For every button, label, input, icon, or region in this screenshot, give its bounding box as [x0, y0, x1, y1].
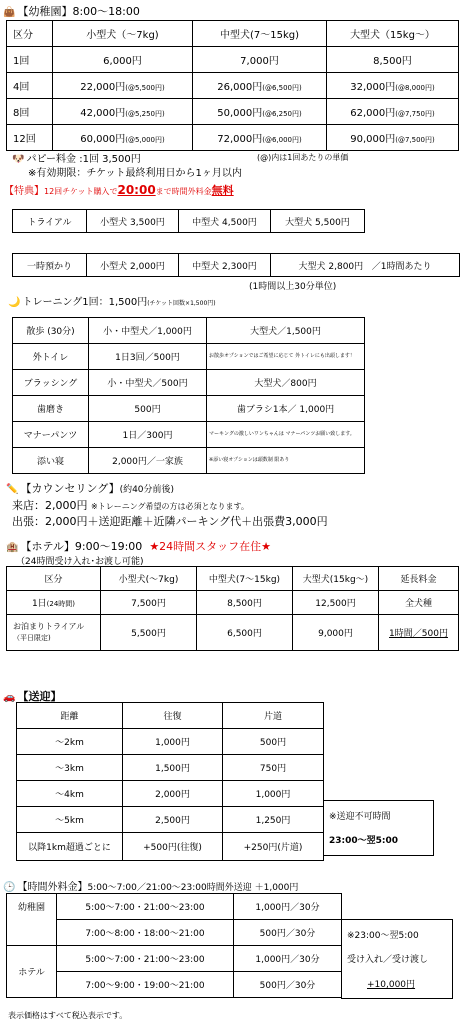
training-table [12, 317, 365, 474]
price: 22,000円 [80, 82, 126, 93]
kindergarten-title [3, 3, 140, 19]
overtime-title-text: 【時間外料金】 [17, 882, 88, 893]
transport-table [16, 702, 324, 861]
training-title-text: トレーニング1回：1,500円 [22, 297, 148, 308]
tokuten-time: 20:00 [117, 183, 156, 197]
row-label [7, 591, 101, 615]
training-item: 添い寝 [13, 448, 89, 474]
distance: ～4km [17, 781, 123, 807]
training-detail: お散歩オプションではご希望に応じて 外トイレにも出頭します！ [207, 344, 365, 370]
header-cell: 区分 [7, 21, 53, 47]
header-cell: 距離 [17, 703, 123, 729]
car-icon: 🚗 [3, 692, 16, 703]
table-row [13, 254, 460, 277]
dog-icon: 🐶 [12, 154, 25, 165]
distance: ～5km [17, 807, 123, 833]
row-label-note: （平日限定) [13, 634, 51, 642]
price-cell [53, 47, 193, 73]
table-row [13, 422, 365, 448]
table-row [13, 448, 365, 474]
price-cell: 7,500円 [101, 591, 197, 615]
round-trip: 1,000円 [123, 729, 223, 755]
unit-note: (@)内は1回あたりの単価 [257, 153, 349, 162]
overtime-price: 500円／30分 [234, 920, 342, 946]
overtime-title-rest: 5:00～7:00／21:00～23:00時間外送迎 ＋1,000円 [87, 883, 299, 893]
price-cell: 12,500円 [293, 591, 379, 615]
row-label [7, 615, 101, 651]
price-cell [327, 47, 459, 73]
training-price: 小・中型犬／500円 [89, 370, 207, 396]
tokuten-text2: まで時間外料金 [155, 187, 212, 196]
trial-label: トライアル [13, 210, 87, 233]
training-item: 散歩 (30分) [13, 318, 89, 344]
price-cell: 8,500円 [197, 591, 293, 615]
tokuten-text: 12回チケット購入で [44, 187, 118, 196]
counseling-visit-note: ※トレーニング希望の方は必須となります。 [91, 502, 249, 511]
price-cell: 6,500円 [197, 615, 293, 651]
one-way: +250円(片道) [223, 833, 324, 861]
counseling-trip: 出張：2,000円＋送迎距離＋近隣パーキング代＋出張費3,000円 [12, 515, 328, 528]
transport-unavailable: ※送迎不可時間 [329, 812, 391, 822]
counseling-duration: (約40分前後) [119, 485, 175, 495]
overtime-price: 1,000円／30分 [234, 946, 342, 972]
hotel-staff: ★24時間スタッフ在住★ [149, 540, 272, 553]
transport-title-text: 【送迎】 [17, 690, 62, 703]
row-label: 1回 [7, 47, 53, 73]
kindergarten-table [6, 20, 459, 151]
header-cell: 大型犬（15kg～） [327, 21, 459, 47]
hotel-subtitle: （24時間受け入れ･お渡し可能) [16, 557, 144, 567]
unit-price: (@6,000円) [262, 136, 302, 144]
row-label: 8回 [7, 99, 53, 125]
unit-price: (@5,000円) [125, 136, 165, 144]
temp-large-price: 大型犬 2,800円 [298, 261, 364, 272]
table-row [7, 972, 342, 998]
table-row [7, 99, 459, 125]
price-cell: 9,000円 [293, 615, 379, 651]
unit-price: (@5,250円) [125, 110, 165, 118]
table-row [13, 318, 365, 344]
counseling-visit [12, 497, 249, 513]
trial-table [12, 209, 365, 233]
overtime-time: 5:00～7:00・21:00～23:00 [57, 894, 234, 920]
hotel-title-text: 【ホテル】9:00～19:00 [20, 540, 143, 553]
table-row [17, 729, 324, 755]
price-cell [53, 73, 193, 99]
temp-small: 小型犬 2,000円 [87, 254, 179, 277]
unit-price: (@8,000円) [395, 84, 435, 92]
trial-small: 小型犬 3,500円 [87, 210, 179, 233]
round-trip: 2,000円 [123, 781, 223, 807]
training-price: 小・中型犬／1,000円 [89, 318, 207, 344]
unit-price: (@7,750円) [395, 110, 435, 118]
clock-icon: 🕒 [3, 882, 16, 893]
training-detail: 大型犬／1,500円 [207, 318, 365, 344]
row-label: 4回 [7, 73, 53, 99]
overtime-hotel-label: ホテル [7, 946, 57, 998]
table-row [13, 210, 365, 233]
pencil-icon: ✏️ [6, 484, 19, 495]
header-cell: 中型犬(7～15kg) [193, 21, 327, 47]
training-detail: ※添い寝オプションは頭数制 限あり [207, 448, 365, 474]
table-row [7, 920, 342, 946]
table-row [7, 73, 459, 99]
overtime-title [3, 878, 298, 893]
round-trip: 1,500円 [123, 755, 223, 781]
table-row [7, 615, 459, 651]
one-way: 750円 [223, 755, 324, 781]
price-cell [327, 73, 459, 99]
temp-table [12, 253, 460, 277]
price: 62,000円 [350, 108, 396, 119]
overtime-note-price: +10,000円 [367, 980, 416, 990]
overtime-note-time: ※23:00～翌5:00 [347, 931, 419, 941]
unit-price: (@7,500円) [395, 136, 435, 144]
table-row [13, 370, 365, 396]
price: 8,500円 [373, 56, 412, 67]
kindergarten-title-text: 【幼稚園】8:00～18:00 [17, 5, 140, 18]
round-trip: 2,500円 [123, 807, 223, 833]
training-detail: 歯ブラシ1本／ 1,000円 [207, 396, 365, 422]
header-cell: 区分 [7, 567, 101, 591]
table-header-row [7, 21, 459, 47]
price-cell [193, 47, 327, 73]
counseling-title-text: 【カウンセリング】 [20, 482, 120, 495]
table-row [7, 47, 459, 73]
price-cell [53, 125, 193, 151]
training-title-note: (チケット回数×1,500円) [147, 300, 216, 307]
price-cell [53, 99, 193, 125]
hotel-table [6, 566, 459, 651]
one-way: 1,000円 [223, 781, 324, 807]
header-cell: 小型犬（～7kg) [53, 21, 193, 47]
row-label: 12回 [7, 125, 53, 151]
table-row [7, 894, 342, 920]
price-cell [193, 73, 327, 99]
transport-unavailable-time: 23:00～翌5:00 [329, 836, 399, 846]
training-price: 500円 [89, 396, 207, 422]
row-label-note: (24時間) [46, 600, 76, 608]
overtime-time: 5:00～7:00・21:00～23:00 [57, 946, 234, 972]
price-cell [327, 99, 459, 125]
distance: ～3km [17, 755, 123, 781]
training-item: ブラッシング [13, 370, 89, 396]
header-cell: 片道 [223, 703, 324, 729]
tokuten-free: 無料 [211, 184, 234, 197]
table-row [17, 807, 324, 833]
header-cell: 大型犬(15kg～) [293, 567, 379, 591]
overtime-note-box [341, 919, 453, 999]
price: 42,000円 [80, 108, 126, 119]
training-title [8, 293, 216, 308]
table-row [7, 125, 459, 151]
row-label-text: 1日 [31, 599, 47, 609]
extension-rate: 1時間／500円 [379, 615, 459, 651]
moon-icon: 🌙 [8, 297, 21, 308]
price: 7,000円 [240, 56, 279, 67]
price: 90,000円 [350, 134, 396, 145]
one-way: 500円 [223, 729, 324, 755]
overtime-time: 7:00～9:00・19:00～21:00 [57, 972, 234, 998]
price: 50,000円 [217, 108, 263, 119]
temp-large [271, 254, 460, 277]
training-price: 1日3回／500円 [89, 344, 207, 370]
price-cell [327, 125, 459, 151]
row-label-text: お泊まりトライアル [13, 622, 85, 631]
puppy-price-text: パピー料金 :1回 3,500円 [26, 154, 141, 165]
training-item: 外トイレ [13, 344, 89, 370]
price-cell [193, 125, 327, 151]
table-row [17, 781, 324, 807]
temp-per-hour: ／1時間あたり [371, 261, 432, 272]
distance: 以降1km超過ごとに [17, 833, 123, 861]
distance: ～2km [17, 729, 123, 755]
training-item: 歯磨き [13, 396, 89, 422]
table-row [17, 833, 324, 861]
expiry-note: ※有効期限：チケット最終利用日から1ヶ月以内 [28, 168, 242, 179]
unit-price: (@6,500円) [262, 84, 302, 92]
training-detail: マーキングの激しいワンちゃんは マナーパンツお願い致します。 [207, 422, 365, 448]
price-cell: 5,500円 [101, 615, 197, 651]
price-cell [193, 99, 327, 125]
price: 6,000円 [103, 56, 142, 67]
header-cell: 往復 [123, 703, 223, 729]
table-row [17, 755, 324, 781]
header-cell: 延長料金 [379, 567, 459, 591]
table-header-row [17, 703, 324, 729]
tokuten-line [4, 182, 234, 198]
temp-medium: 中型犬 2,300円 [179, 254, 271, 277]
footer-note: 表示価格はすべて税込表示です。 [8, 1011, 128, 1020]
counseling-title [6, 480, 174, 496]
table-row [13, 396, 365, 422]
round-trip: +500円(往復) [123, 833, 223, 861]
header-cell: 小型犬(～7kg) [101, 567, 197, 591]
table-row [13, 344, 365, 370]
training-price: 2,000円／一家族 [89, 448, 207, 474]
header-cell: 中型犬(7～15kg) [197, 567, 293, 591]
unit-price: (@6,250円) [262, 110, 302, 118]
training-item: マナーパンツ [13, 422, 89, 448]
price: 72,000円 [217, 134, 263, 145]
trial-medium: 中型犬 4,500円 [179, 210, 271, 233]
training-detail: 大型犬／800円 [207, 370, 365, 396]
unit-price: (@5,500円) [125, 84, 165, 92]
table-row [7, 946, 342, 972]
price: 60,000円 [80, 134, 126, 145]
bag-icon: 👜 [3, 7, 16, 18]
table-row [7, 591, 459, 615]
price: 26,000円 [217, 82, 263, 93]
one-way: 1,250円 [223, 807, 324, 833]
counseling-visit-price: 来店：2,000円 [12, 499, 88, 512]
extension-all: 全犬種 [379, 591, 459, 615]
overtime-table [6, 893, 342, 998]
overtime-time: 7:00～8:00・18:00～21:00 [57, 920, 234, 946]
temp-note: (1時間以上30分単位) [249, 282, 337, 292]
trial-large: 大型犬 5,500円 [271, 210, 365, 233]
hotel-title [6, 538, 271, 554]
overtime-note-handover: 受け入れ／受け渡し [347, 955, 429, 965]
tokuten-label: 【特典】 [4, 186, 44, 197]
puppy-price [12, 150, 141, 165]
overtime-kindergarten-label: 幼稚園 [7, 894, 57, 946]
temp-label: 一時預かり [13, 254, 87, 277]
price: 32,000円 [350, 82, 396, 93]
transport-unavailable-box [323, 800, 434, 856]
overtime-price: 500円／30分 [234, 972, 342, 998]
training-price: 1日／300円 [89, 422, 207, 448]
overtime-price: 1,000円／30分 [234, 894, 342, 920]
hotel-icon: 🏨 [6, 542, 19, 553]
table-header-row [7, 567, 459, 591]
